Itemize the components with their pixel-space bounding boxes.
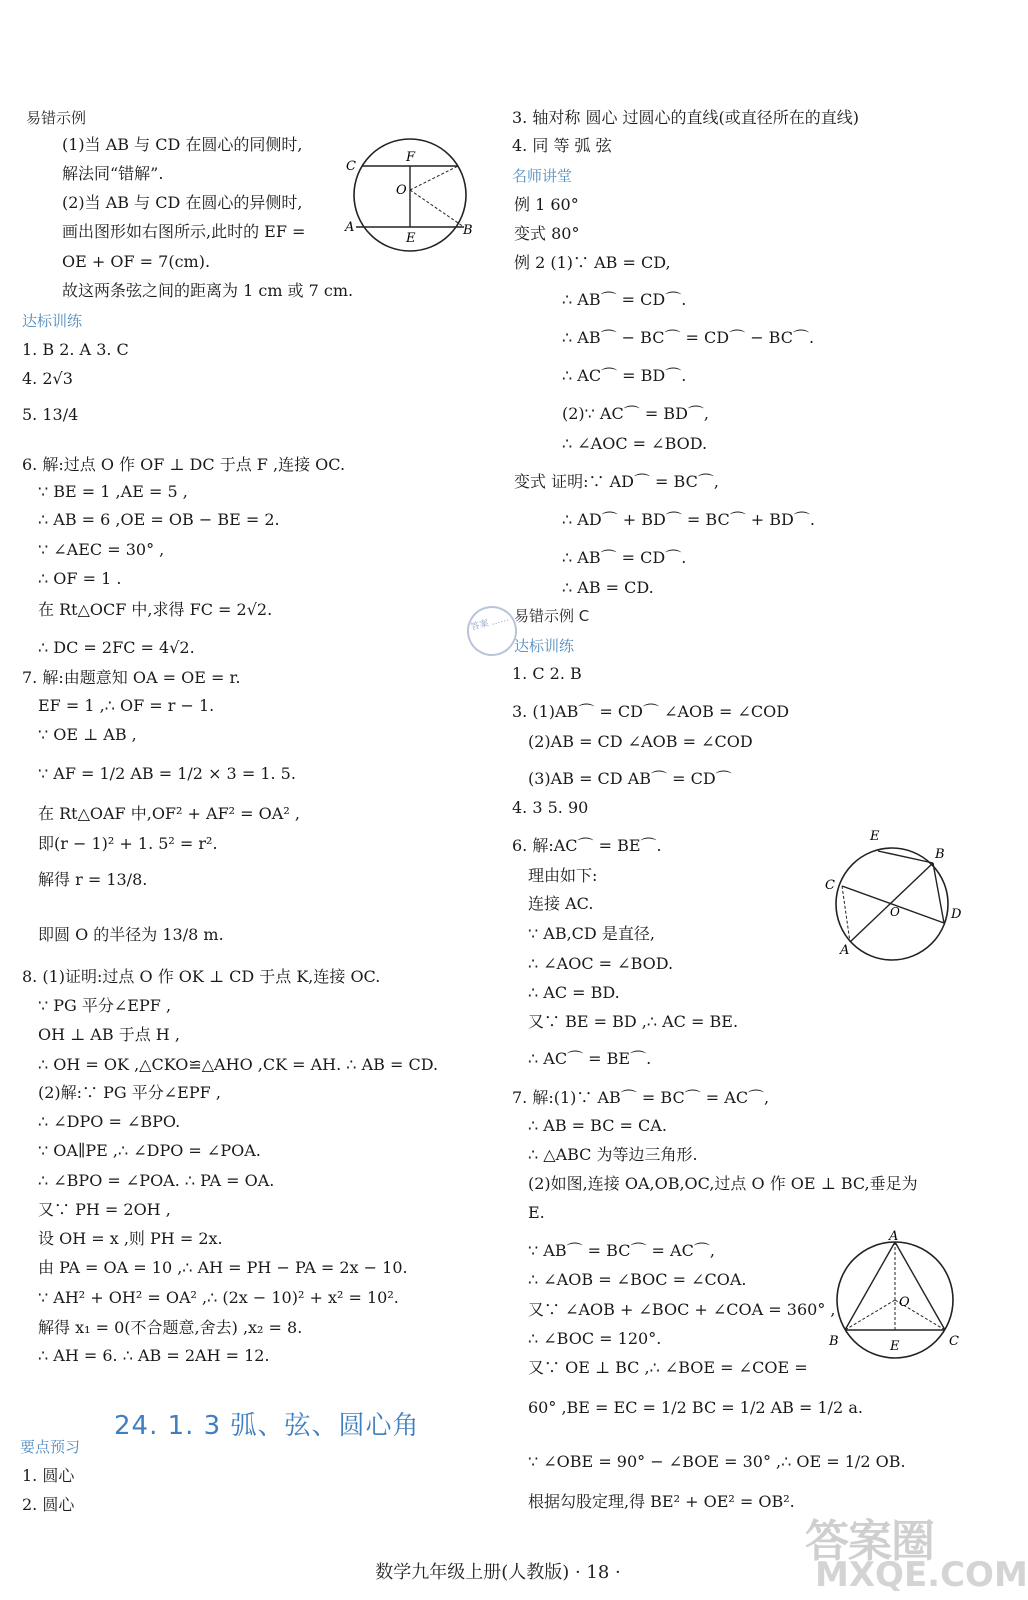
- right-line: 易错示例 C: [514, 607, 590, 625]
- right-line: (3)AB = CD AB⌒ = CD⌒: [528, 769, 732, 788]
- right-line: 变式 证明:∵ AD⌒ = BC⌒,: [514, 472, 719, 491]
- right-line: 1. C 2. B: [512, 664, 582, 683]
- right-line: 又∵ ∠AOB + ∠BOC + ∠COA = 360° ,: [528, 1300, 836, 1319]
- left-line: (2)解:∵ PG 平分∠EPF ,: [38, 1083, 221, 1102]
- right-line: 名师讲堂: [512, 167, 573, 185]
- fig2-label-e: E: [870, 829, 880, 844]
- left-line: ∵ AF = 1/2 AB = 1/2 × 3 = 1. 5.: [38, 764, 296, 783]
- right-line: 6. 解:AC⌒ = BE⌒.: [512, 836, 662, 855]
- right-line: 变式 80°: [514, 224, 580, 243]
- left-line: ∴ ∠DPO = ∠BPO.: [38, 1112, 181, 1131]
- right-line: 根据勾股定理,得 BE² + OE² = OB².: [528, 1492, 795, 1511]
- publisher-stamp: 答案 ……: [461, 600, 522, 661]
- right-line: 连接 AC.: [528, 894, 594, 913]
- left-line: 6. 解:过点 O 作 OF ⊥ DC 于点 F ,连接 OC.: [22, 455, 346, 474]
- left-line: 即(r − 1)² + 1. 5² = r².: [38, 834, 218, 853]
- right-line: ∴ AB = BC = CA.: [528, 1116, 667, 1135]
- left-line: 达标训练: [22, 312, 83, 330]
- right-line: ∵ AB⌒ = BC⌒ = AC⌒,: [528, 1241, 715, 1260]
- figure-chords-circle: [340, 138, 480, 258]
- fig3-label-c: C: [949, 1334, 959, 1349]
- watermark-url: MXQE.COM: [815, 1555, 1028, 1595]
- right-line: ∴ AB = CD.: [562, 578, 654, 597]
- right-line: ∵ AB,CD 是直径,: [528, 924, 655, 943]
- fig1-label-e: E: [406, 231, 416, 246]
- left-line: 设 OH = x ,则 PH = 2x.: [38, 1229, 223, 1248]
- left-bottom-line: 2. 圆心: [22, 1495, 75, 1514]
- left-line: ∴ OH = OK ,△CKO≌△AHO ,CK = AH. ∴ AB = CD.: [38, 1055, 439, 1074]
- watermark-logo: 答案圈: [805, 1516, 934, 1567]
- right-line: (2)如图,连接 OA,OB,OC,过点 O 作 OE ⊥ BC,垂足为: [528, 1174, 918, 1193]
- figure-diameters-circle: [820, 826, 970, 956]
- right-line: 例 2 (1)∵ AB = CD,: [514, 253, 671, 272]
- section-title: 24. 1. 3 弧、弦、圆心角: [114, 1411, 420, 1441]
- right-line: 3. (1)AB⌒ = CD⌒ ∠AOB = ∠COD: [512, 702, 790, 721]
- left-line: 解法同“错解”.: [62, 164, 164, 183]
- right-line: (2)AB = CD ∠AOB = ∠COD: [528, 732, 753, 751]
- right-line: 4. 同 等 弧 弦: [512, 136, 612, 155]
- right-line: ∴ ∠AOC = ∠BOD.: [562, 434, 708, 453]
- left-line: ∵ OA∥PE ,∴ ∠DPO = ∠POA.: [38, 1141, 261, 1160]
- page-footer: 数学九年级上册(人教版) · 18 ·: [375, 1562, 621, 1583]
- fig2-label-a: A: [840, 943, 850, 958]
- left-line: ∴ AH = 6. ∴ AB = 2AH = 12.: [38, 1346, 270, 1365]
- fig3-label-b: B: [829, 1334, 839, 1349]
- left-line: OH ⊥ AB 于点 H ,: [38, 1025, 180, 1044]
- right-line: E.: [528, 1203, 545, 1222]
- right-line: ∴ AC⌒ = BD⌒.: [562, 366, 687, 385]
- right-line: ∴ △ABC 为等边三角形.: [528, 1145, 698, 1164]
- right-line: ∴ AB⌒ = CD⌒.: [562, 548, 687, 567]
- right-line: ∴ AD⌒ + BD⌒ = BC⌒ + BD⌒.: [562, 510, 815, 529]
- fig1-label-f: F: [406, 150, 416, 165]
- left-line: 故这两条弦之间的距离为 1 cm 或 7 cm.: [62, 281, 354, 300]
- right-line: (2)∵ AC⌒ = BD⌒,: [562, 404, 709, 423]
- fig2-label-d: D: [951, 907, 962, 922]
- fig2-label-b: B: [935, 847, 945, 862]
- left-line: ∵ OE ⊥ AB ,: [38, 725, 137, 744]
- left-line: ∴ ∠BPO = ∠POA. ∴ PA = OA.: [38, 1171, 275, 1190]
- right-line: 理由如下:: [528, 866, 598, 885]
- figure-inscribed-triangle: [823, 1230, 968, 1365]
- left-bottom-line: 要点预习: [20, 1438, 81, 1456]
- left-line: ∵ BE = 1 ,AE = 5 ,: [38, 482, 188, 501]
- left-line: 1. B 2. A 3. C: [22, 340, 129, 359]
- left-line: 5. 13/4: [22, 405, 79, 424]
- right-line: 4. 3 5. 90: [512, 798, 589, 817]
- right-line: 7. 解:(1)∵ AB⌒ = BC⌒ = AC⌒,: [512, 1088, 770, 1107]
- left-line: 7. 解:由题意知 OA = OE = r.: [22, 668, 241, 687]
- left-line: ∴ DC = 2FC = 4√2.: [38, 638, 195, 657]
- right-line: ∴ AC = BD.: [528, 983, 620, 1002]
- fig1-label-o: O: [396, 183, 407, 198]
- fig3-label-o: O: [899, 1295, 910, 1310]
- fig3-label-e: E: [890, 1339, 900, 1354]
- left-line: 8. (1)证明:过点 O 作 OK ⊥ CD 于点 K,连接 OC.: [22, 967, 381, 986]
- right-line: ∴ ∠AOB = ∠BOC = ∠COA.: [528, 1270, 747, 1289]
- left-line: 4. 2√3: [22, 369, 73, 388]
- right-line: ∴ AB⌒ − BC⌒ = CD⌒ − BC⌒.: [562, 328, 815, 347]
- right-line: ∵ ∠OBE = 90° − ∠BOE = 30° ,∴ OE = 1/2 OB.: [528, 1452, 906, 1471]
- right-line: ∴ ∠AOC = ∠BOD.: [528, 954, 674, 973]
- right-line: ∴ AB⌒ = CD⌒.: [562, 290, 687, 309]
- fig2-label-c: C: [825, 878, 835, 893]
- left-line: 解得 r = 13/8.: [38, 870, 148, 889]
- left-line: ∴ AB = 6 ,OE = OB − BE = 2.: [38, 510, 280, 529]
- right-line: 又∵ BE = BD ,∴ AC = BE.: [528, 1012, 739, 1031]
- left-line: 由 PA = OA = 10 ,∴ AH = PH − PA = 2x − 10.: [38, 1258, 408, 1277]
- left-line: ∴ OF = 1 .: [38, 569, 122, 588]
- left-line: (1)当 AB 与 CD 在圆心的同侧时,: [62, 135, 303, 154]
- fig3-label-a: A: [889, 1229, 899, 1244]
- left-line: 在 Rt△OCF 中,求得 FC = 2√2.: [38, 600, 273, 619]
- right-line: 60° ,BE = EC = 1/2 BC = 1/2 AB = 1/2 a.: [528, 1398, 863, 1417]
- right-line: ∴ ∠BOC = 120°.: [528, 1329, 662, 1348]
- left-line: (2)当 AB 与 CD 在圆心的异侧时,: [62, 193, 303, 212]
- left-line: ∵ AH² + OH² = OA² ,∴ (2x − 10)² + x² = 10².: [38, 1288, 399, 1307]
- left-line: 在 Rt△OAF 中,OF² + AF² = OA² ,: [38, 804, 300, 823]
- fig1-label-c: C: [346, 159, 356, 174]
- fig2-label-o: O: [890, 905, 900, 919]
- right-line: 例 1 60°: [514, 195, 579, 214]
- right-line: 达标训练: [514, 637, 575, 655]
- left-line: ∵ ∠AEC = 30° ,: [38, 540, 165, 559]
- left-line: 画出图形如右图所示,此时的 EF =: [62, 222, 306, 241]
- fig1-label-b: B: [463, 223, 473, 238]
- left-line: 又∵ PH = 2OH ,: [38, 1200, 171, 1219]
- left-line: 即圆 O 的半径为 13/8 m.: [38, 925, 224, 944]
- left-line: 解得 x₁ = 0(不合题意,舍去) ,x₂ = 8.: [38, 1318, 303, 1337]
- left-line: OE + OF = 7(cm).: [62, 252, 211, 271]
- left-line: ∵ PG 平分∠EPF ,: [38, 996, 172, 1015]
- right-line: ∴ AC⌒ = BE⌒.: [528, 1049, 652, 1068]
- left-line: EF = 1 ,∴ OF = r − 1.: [38, 696, 215, 715]
- left-line: 易错示例: [26, 109, 87, 127]
- right-line: 3. 轴对称 圆心 过圆心的直线(或直径所在的直线): [512, 108, 860, 127]
- fig1-label-a: A: [345, 220, 355, 235]
- right-line: 又∵ OE ⊥ BC ,∴ ∠BOE = ∠COE =: [528, 1358, 808, 1377]
- left-bottom-line: 1. 圆心: [22, 1466, 75, 1485]
